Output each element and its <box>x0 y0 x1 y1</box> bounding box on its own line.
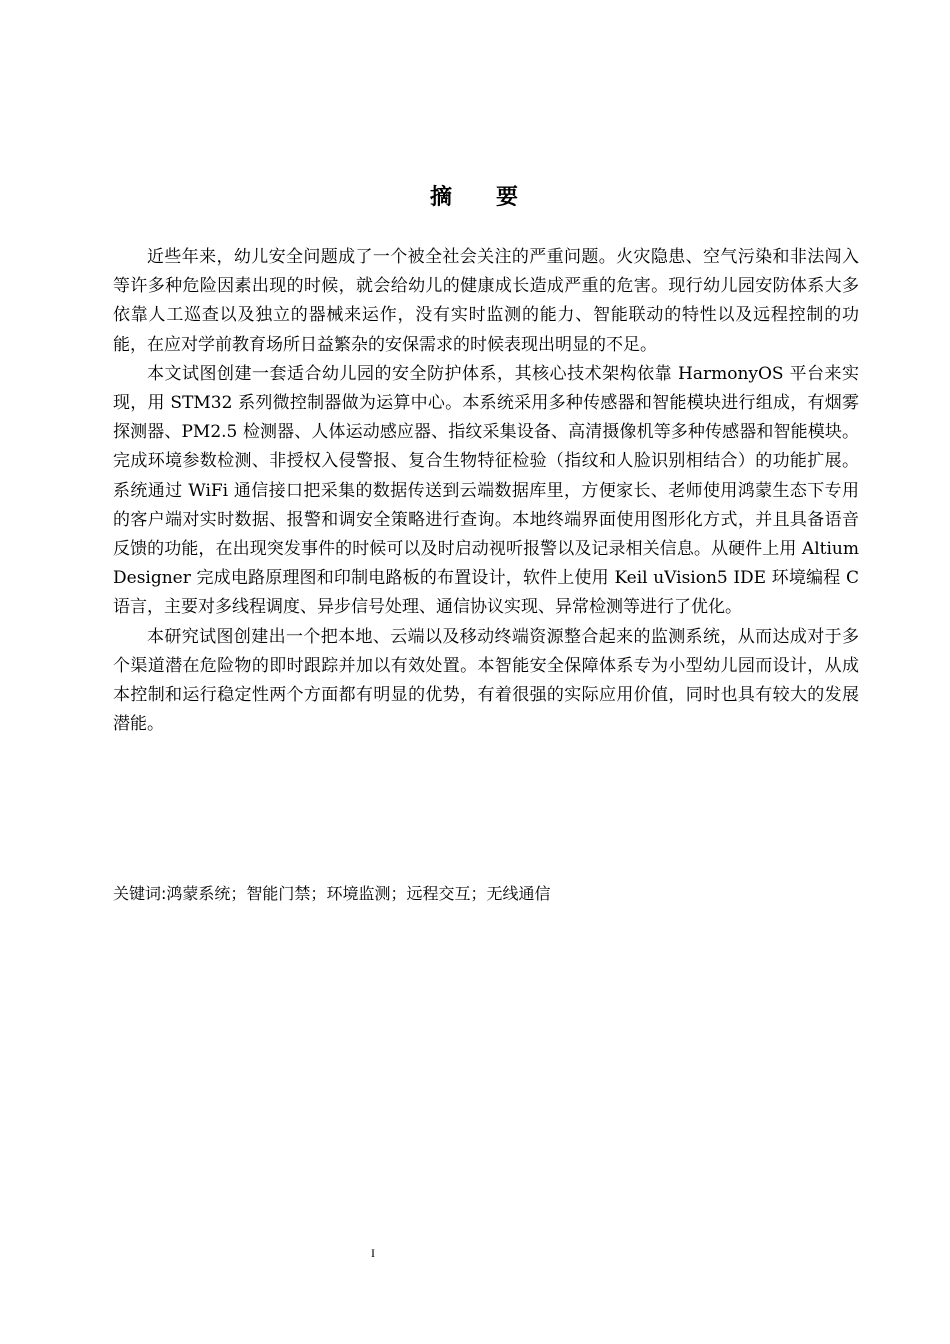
keyword-item: 鸿蒙系统； <box>166 884 247 903</box>
abstract-title-char-1: 摘 <box>429 185 454 210</box>
abstract-paragraph-2: 本文试图创建一套适合幼儿园的安全防护体系，其核心技术架构依靠 HarmonyOS 平台来实现，用 STM32 系列微控制器做为运算中心。本系统采用多种传感器和智能模块进行组成，有烟雾探测器、PM2.5 检测器、人体运动感应器、指纹采集设备、高清摄像机等多种传感器和智能模块。完成环境参数检测、非授权入侵警报、复合生物特征检验（指纹和人脸识别相结合）的功能扩展。系统通过 WiFi 通信接口把采集的数据传送到云端数据库里，方便家长、老师使用鸿蒙生态下专用的客户端对实时数据、报警和调安全策略进行查询。本地终端界面使用图形化方式，并且具备语音反馈的功能，在出现突发事件的时候可以及时启动视听报警以及记录相关信息。从硬件上用 Altium Designer 完成电路原理图和印制电路板的布置设计，软件上使用 Keil uVision5 IDE 环境编程 C 语言，主要对多线程调度、异步信号处理、通信协议实现、异常检测等进行了优化。 <box>113 363 859 618</box>
abstract-title <box>0 180 950 211</box>
abstract-paragraph-1: 近些年来，幼儿安全问题成了一个被全社会关注的严重问题。火灾隐患、空气污染和非法闯入等许多种危险因素出现的时候，就会给幼儿的健康成长造成严重的危害。现行幼儿园安防体系大多依靠人工巡查以及独立的器械来运作，没有实时监测的能力、智能联动的特性以及远程控制的功能，在应对学前教育场所日益繁杂的安保需求的时候表现出明显的不足。 <box>113 247 859 355</box>
keyword-item: 远程交互； <box>406 884 487 903</box>
keywords-label: 关键词: <box>113 884 167 903</box>
page-number: I <box>371 1246 375 1260</box>
abstract-paragraph-3: 本研究试图创建出一个把本地、云端以及移动终端资源整合起来的监测系统，从而达成对于多个渠道潜在危险物的即时跟踪并加以有效处置。本智能安全保障体系专为小型幼儿园而设计，从成本控制和运行稳定性两个方面都有明显的优势，有着很强的实际应用价值，同时也具有较大的发展潜能。 <box>113 626 859 735</box>
abstract-body <box>113 243 859 739</box>
keywords-line <box>113 879 859 909</box>
keyword-item: 无线通信 <box>486 884 551 903</box>
keyword-item: 环境监测； <box>326 884 407 903</box>
abstract-title-char-2: 要 <box>496 185 521 210</box>
keyword-item: 智能门禁； <box>246 884 327 903</box>
